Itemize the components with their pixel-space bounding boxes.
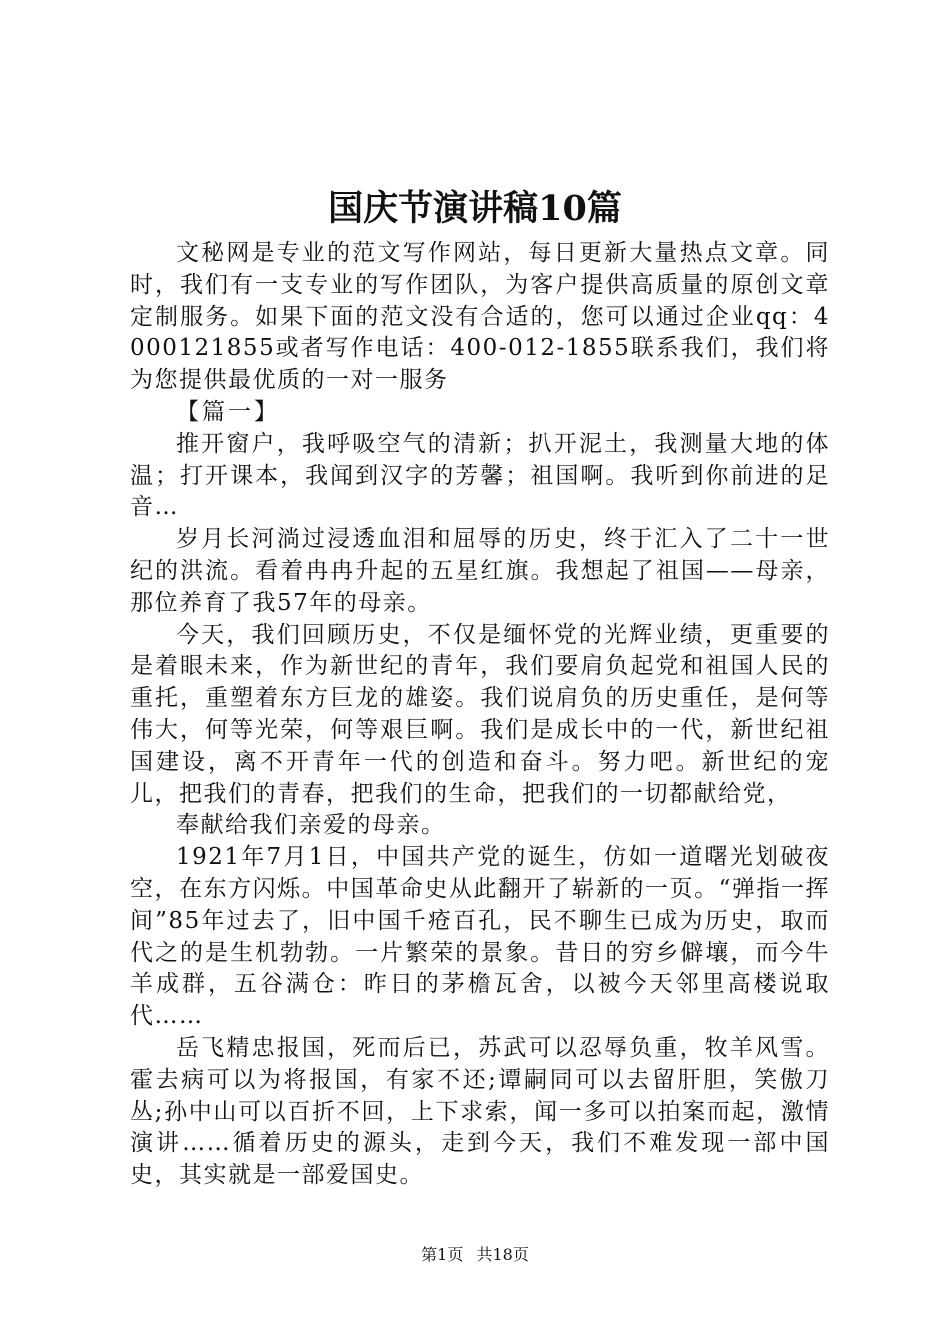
body-paragraph: 推开窗户，我呼吸空气的清新；扒开泥土，我测量大地的体温；打开课本，我闻到汉字的芳馨；祖国啊。我听到你前进的足音… (130, 430, 830, 521)
document-body (130, 238, 830, 1192)
section-heading: 【篇一】 (176, 398, 280, 425)
body-paragraph: 奉献给我们亲爱的母亲。 (176, 812, 446, 839)
intro-paragraph: 文秘网是专业的范文写作网站，每日更新大量热点文章。同时，我们有一支专业的写作团队，为客户提供高质量的原创文章定制服务。如果下面的范文没有合适的，您可以通过企业qq：4000121855或者写作电话：400-012-1855联系我们，我们将为您提供最优质的一对一服务 (130, 240, 830, 394)
body-paragraph: 岁月长河淌过浸透血泪和屈辱的历史，终于汇入了二十一世纪的洪流。看着冉冉升起的五星红旗。我想起了祖国——母亲，那位养育了我57年的母亲。 (130, 526, 830, 616)
page-total: 共18页 (476, 1245, 529, 1264)
body-paragraph: 岳飞精忠报国，死而后已，苏武可以忍辱负重，牧羊风雪。霍去病可以为将报国，有家不还;谭嗣同可以去留肝胆，笑傲刀丛;孙中山可以百折不回，上下求索，闻一多可以拍案而起，激情演讲……循着历史的源头，走到今天，我们不难发现一部中国史，其实就是一部爱国史。 (130, 1034, 830, 1189)
page-number: 第1页 (421, 1245, 464, 1264)
body-paragraph: 1921年7月1日，中国共产党的诞生，仿如一道曙光划破夜空，在东方闪烁。中国革命史从此翻开了崭新的一页。“弹指一挥间”85年过去了，旧中国千疮百孔，民不聊生已成为历史，取而代之的是生机勃勃。一片繁荣的景象。昔日的穷乡僻壤，而今牛羊成群，五谷满仓：昨日的茅檐瓦舍，以被今天邻里高楼说取代…… (130, 844, 830, 1030)
body-paragraph: 今天，我们回顾历史，不仅是缅怀党的光辉业绩，更重要的是着眼未来，作为新世纪的青年，我们要肩负起党和祖国人民的重托，重塑着东方巨龙的雄姿。我们说肩负的历史重任，是何等伟大，何等光荣，何等艰巨啊。我们是成长中的一代，新世纪祖国建设，离不开青年一代的创造和奋斗。努力吧。新世纪的宠儿，把我们的青春，把我们的生命，把我们的一切都献给党， (130, 621, 830, 807)
document-title: 国庆节演讲稿10篇 (328, 188, 622, 229)
page-footer (0, 1244, 950, 1266)
